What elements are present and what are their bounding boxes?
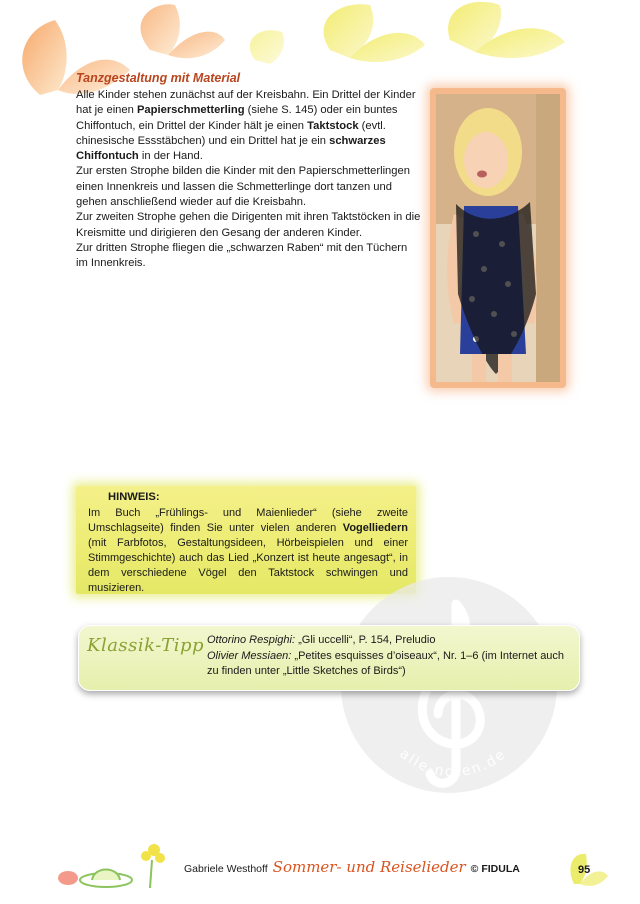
author-name: Gabriele Westhoff	[184, 863, 268, 875]
section-title: Tanzgestaltung mit Material	[76, 71, 241, 85]
paragraph: Alle Kinder stehen zunächst auf der Kreisbahn. Ein Drittel der Kinder hat je einen Papierschmetterling (siehe S. 145) oder ein buntes Chiffontuch, ein Drittel der Kinder hält je einen Taktstock (evtl. chinesische Essstäbchen) und ein Drittel hat je ein schwarzes Chiffontuch in der Hand.	[76, 89, 416, 163]
summer-items-decoration	[54, 836, 174, 892]
butterfly-icon	[250, 30, 284, 64]
klassik-tipp-label: Klassik-Tipp	[87, 635, 205, 656]
butterfly-icon	[448, 2, 565, 58]
child-photo	[436, 94, 560, 382]
hinweis-text: Im Buch „Frühlings- und Maienlieder“ (siehe zweite Umschlagseite) finden Sie unter vielen anderen Vogelliedern (mit Farbfotos, Gestaltungsideen, Hörbeispielen und einer Stimmgeschichte) auch das Lied „Konzert ist heute angesagt“, in dem verschiedene Vögel den Taktstock schwingen und musizieren.	[88, 507, 408, 594]
page-footer	[184, 858, 520, 876]
instructions-text	[76, 88, 422, 272]
book-title: Sommer- und Reiselieder	[272, 858, 466, 876]
publisher: © FIDULA	[470, 863, 520, 875]
hinweis-title: HINWEIS:	[108, 491, 160, 503]
klassik-tipp-box	[78, 625, 580, 691]
butterfly-icon	[324, 4, 425, 62]
watermark-text: alle-noten.de	[396, 745, 510, 781]
tip-entry: Ottorino Respighi: „Gli uccelli“, P. 154, Preludio	[207, 634, 436, 646]
klassik-tipp-entries	[207, 633, 577, 680]
butterfly-icon	[140, 4, 225, 58]
child-photo-frame	[430, 88, 566, 388]
paragraph: Zur dritten Strophe fliegen die „schwarzen Raben“ mit den Tüchern im Innenkreis.	[76, 241, 408, 270]
shell-icon	[58, 871, 78, 885]
tip-entry: Olivier Messiaen: „Petites esquisses d’oiseaux“, Nr. 1–6 (im Internet auch zu finden unter „Little Sketches of Birds“)	[207, 649, 565, 677]
paragraph: Zur zweiten Strophe gehen die Dirigenten mit ihren Taktstöcken in die Kreismitte und dirigieren den Gesang der anderen Kinder.	[76, 211, 421, 239]
page-number: 95	[578, 864, 591, 876]
flower-icon	[141, 844, 165, 863]
paragraph: Zur ersten Strophe bilden die Kinder mit den Papierschmetterlingen einen Innenkreis und lassen die Schmetterlinge dort tanzen und gehen anschließend wieder auf die Kreisbahn.	[76, 165, 410, 209]
